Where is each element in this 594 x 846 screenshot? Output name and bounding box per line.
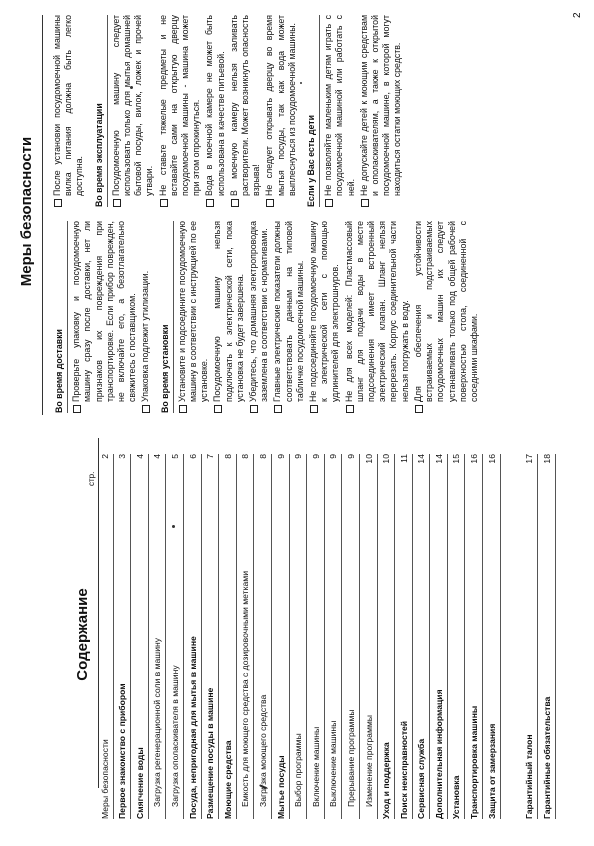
- safety-item: [212, 221, 246, 413]
- toc-entry: [448, 454, 466, 819]
- toc-entry-page: 9: [345, 454, 356, 459]
- toc-entry: [413, 454, 431, 819]
- safety-item: [204, 15, 226, 207]
- safety-item: [264, 15, 298, 207]
- toc-entry-page: 8: [257, 454, 268, 459]
- checkbox-bullet-icon: [346, 405, 354, 413]
- safety-item-text: Главные электрические показатели должны соответствовать данным на типовой табличке посудомоечной машины.: [272, 221, 305, 402]
- toc-entry: [237, 454, 255, 819]
- toc-entry-label: Транспортировка машины: [469, 705, 480, 819]
- delivery-list: [71, 221, 151, 413]
- toc-entry-page: 16: [486, 454, 497, 464]
- checkbox-bullet-icon: [310, 405, 318, 413]
- toc-entry-label: Загрузка моющего средства: [257, 694, 268, 807]
- toc-entry-page: 9: [328, 454, 339, 459]
- toc-entry-page: 10: [363, 454, 374, 464]
- toc-entry-label: Поиск неисправностей: [398, 720, 409, 819]
- toc-entry-page: 6: [187, 454, 198, 459]
- toc-entry: [290, 454, 308, 819]
- toc-entry: [538, 454, 556, 819]
- toc-entry: [202, 454, 220, 819]
- toc-entry-label: Уход и поддержка: [381, 742, 392, 819]
- table-of-contents: [0, 423, 594, 846]
- toc-entry: [342, 454, 360, 819]
- safety-item: [248, 221, 270, 413]
- toc-entry: [360, 454, 378, 819]
- toc-entry-label: Размещение посуды в машине: [205, 687, 216, 819]
- checkbox-bullet-icon: [214, 405, 222, 413]
- toc-entry-page: 11: [398, 454, 409, 463]
- checkbox-bullet-icon: [142, 405, 150, 413]
- toc-entry: [149, 454, 167, 819]
- safety-item: [323, 15, 357, 207]
- safety-item-text: Не для всех моделей: Пластмассовый шланг для подачи воды в месте подсоединения имеет встроенный электрический клапан. Шланг нельзя перерезать. Корпус соединительной части нельзя погружать в воду.: [343, 221, 410, 402]
- toc-entry: [307, 454, 325, 819]
- toc-entry-page: 17: [524, 454, 535, 464]
- operation-list: [111, 15, 298, 207]
- toc-entry-page: 4: [134, 454, 145, 459]
- toc-entry: [430, 454, 448, 819]
- safety-item: [344, 221, 411, 413]
- safety-item-text: Не ставьте тяжелые предметы и не вставайте сами на открытую дверцу посудомоечной машины - машина может при этом опрокинуться.: [157, 15, 202, 196]
- toc-entry-page: 8: [240, 454, 251, 459]
- toc-entry-label: Меры безопасности: [99, 739, 110, 819]
- safety-item: [272, 221, 306, 413]
- toc-entry-page: 14: [433, 454, 444, 464]
- toc-entry-page: 9: [293, 454, 304, 459]
- toc-entry-label: Изменение программы: [363, 715, 374, 807]
- checkbox-bullet-icon: [266, 199, 274, 207]
- safety-item: [177, 221, 211, 413]
- toc-entry: [483, 454, 501, 819]
- toc-entry: [184, 454, 202, 819]
- safety-item-text: Установите и подсоедините посудомоечную машину в соответствии с инструкцией по ее установке.: [176, 221, 210, 402]
- checkbox-bullet-icon: [415, 405, 423, 413]
- toc-entry: [521, 454, 539, 819]
- toc-entry: [272, 454, 290, 819]
- safety-title-rule: [42, 15, 43, 415]
- safety-item-text: Вода в моечной камере не может быть использована в качестве питьевой.: [204, 15, 226, 196]
- checkbox-bullet-icon: [231, 199, 239, 207]
- safety-item: [359, 15, 404, 207]
- toc-entry-page: 8: [222, 454, 233, 459]
- checkbox-bullet-icon: [206, 199, 214, 207]
- toc-entry-label: Посуда, непригодная для мытья в машине: [187, 636, 198, 819]
- toc-entry-label: Дополнительная информация: [433, 689, 444, 819]
- toc-page-header: стр.: [87, 471, 96, 486]
- toc-entry-page: 3: [117, 454, 128, 459]
- toc-entry-label: Моющие средства: [222, 740, 233, 819]
- toc-entry-page: 9: [275, 454, 286, 459]
- toc-entry-label: Выбор программы: [293, 733, 304, 807]
- toc-entry: [114, 454, 132, 819]
- safety-item-text: Не следует открывать дверцу во время мытья посуды, так как вода может выплеснуться из посудомоечной машины.: [264, 15, 297, 196]
- checkbox-bullet-icon: [274, 405, 282, 413]
- toc-entry-label: Мытье посуды: [275, 755, 286, 819]
- toc-entry-label: Включение машины: [310, 726, 321, 807]
- safety-item-text: Упаковка подлежит утилизации.: [140, 270, 151, 402]
- toc-entry-label: Сервисная служба: [416, 738, 427, 819]
- toc-entry: [219, 454, 237, 819]
- safety-item-text: Не позволяйте маленьким детям играть с посудомоечной машиной или работать с ней.: [323, 15, 356, 196]
- toc-list: [96, 454, 556, 819]
- checkbox-bullet-icon: [179, 405, 187, 413]
- safety-item-text: После установки посудомоечной машины вилка питания должна быть легко доступна.: [52, 15, 85, 196]
- toc-entry: [395, 454, 413, 819]
- toc-title: Содержание: [74, 588, 91, 681]
- safety-column-left: [52, 221, 482, 413]
- checkbox-bullet-icon: [160, 199, 168, 207]
- safety-item-text: Не допускайте детей к моющим средствам и ополаскивателям, а также к открытой посудомоечной машине, в которой могут находиться остатки моющих средств.: [358, 15, 403, 196]
- toc-entry-page: 14: [416, 454, 427, 464]
- toc-entry-label: Смягчение воды: [134, 747, 145, 819]
- toc-entry-page: 4: [152, 454, 163, 459]
- toc-entry: [378, 454, 396, 819]
- toc-entry-label: Установка: [451, 775, 462, 819]
- toc-entry: [96, 454, 114, 819]
- toc-entry-page: 9: [310, 454, 321, 459]
- toc-entry: [166, 454, 184, 819]
- toc-entry: [325, 454, 343, 819]
- safety-item-text: Посудомоечную машину следует использовать только для мытья домашней бытовой посуды, вилок, ложек и прочей утвари.: [110, 15, 155, 196]
- safety-item-text: В моечную камеру нельзя заливать растворители. Может возникнуть опасность взрыва!: [228, 15, 262, 196]
- safety-item-text: Убедитесь, что домашняя электропроводка заземлена в соответствии с нормативами.: [248, 221, 270, 402]
- safety-item: [111, 15, 156, 207]
- checkbox-bullet-icon: [361, 199, 369, 207]
- safety-item-text: Для обеспечения устойчивости встраиваемых и подстраиваемых посудомоечных машин их следует устанавливать только под общей рабочей поверхностью стола, соединенной с соседними шкафами.: [412, 221, 479, 402]
- safety-item: [229, 15, 263, 207]
- safety-item: [413, 221, 480, 413]
- after-install-list: [52, 15, 86, 207]
- toc-entry: [465, 454, 483, 819]
- children-heading: Если у Вас есть дети: [306, 15, 320, 207]
- toc-entry-label: Загрузка ополаскивателя в машину: [169, 665, 180, 807]
- operation-heading: Во время эксплуатации: [94, 15, 108, 207]
- toc-entry-page: 18: [541, 454, 552, 464]
- children-list: [323, 15, 403, 207]
- toc-entry-label: Защита от замерзания: [486, 723, 497, 819]
- toc-entry-page: 7: [205, 454, 216, 459]
- safety-item: [71, 221, 138, 413]
- toc-entry-page: 2: [99, 454, 110, 459]
- safety-item-text: Не подсоединяйте посудомоечную машину к электрической сети с помощью удлинителей для электрошнуров.: [308, 221, 341, 402]
- safety-item: [52, 15, 86, 207]
- toc-entry-label: Первое знакомство с прибором: [117, 683, 128, 819]
- toc-entry-label: Гарантийные обязательства: [541, 696, 552, 819]
- toc-entry-label: Емкость для моющего средства с дозировочными метками: [240, 570, 251, 807]
- safety-title: Меры безопасности: [18, 136, 35, 287]
- safety-item: [140, 221, 151, 413]
- safety-column-right: [52, 15, 406, 207]
- checkbox-bullet-icon: [250, 405, 258, 413]
- toc-entry-label: Прерывание программы: [345, 709, 356, 807]
- checkbox-bullet-icon: [73, 405, 81, 413]
- toc-entry-label: Выключение машины: [328, 720, 339, 807]
- delivery-heading: Во время доставки: [54, 221, 68, 413]
- installation-list: [177, 221, 480, 413]
- toc-entry-page: 16: [469, 454, 480, 464]
- toc-entry-label: Гарантийный талон: [524, 734, 535, 819]
- toc-entry-page: 15: [451, 454, 462, 464]
- checkbox-bullet-icon: [54, 199, 62, 207]
- toc-entry-page: 10: [381, 454, 392, 464]
- installation-heading: Во время установки: [160, 221, 174, 413]
- safety-item-text: Посудомоечную машину нельзя подключать к электрической сети, пока установка не будет завершена.: [212, 221, 245, 402]
- safety-item: [308, 221, 342, 413]
- safety-item-text: Проверьте упаковку и посудомоечную машину сразу после доставки, нет ли признаков их повреждения при транспортировке. Если прибор поврежден, не включайте его, а безотлагательно свяжитесь с поставщиком.: [71, 221, 138, 402]
- checkbox-bullet-icon: [325, 199, 333, 207]
- checkbox-bullet-icon: [113, 199, 121, 207]
- toc-entry: [254, 454, 272, 819]
- safety-item: [158, 15, 203, 207]
- page-number: 2: [572, 12, 583, 18]
- toc-entry-page: 5: [169, 454, 180, 459]
- toc-entry: [131, 454, 149, 819]
- toc-entry-label: Загрузка регенерационной соли в машину: [152, 637, 163, 807]
